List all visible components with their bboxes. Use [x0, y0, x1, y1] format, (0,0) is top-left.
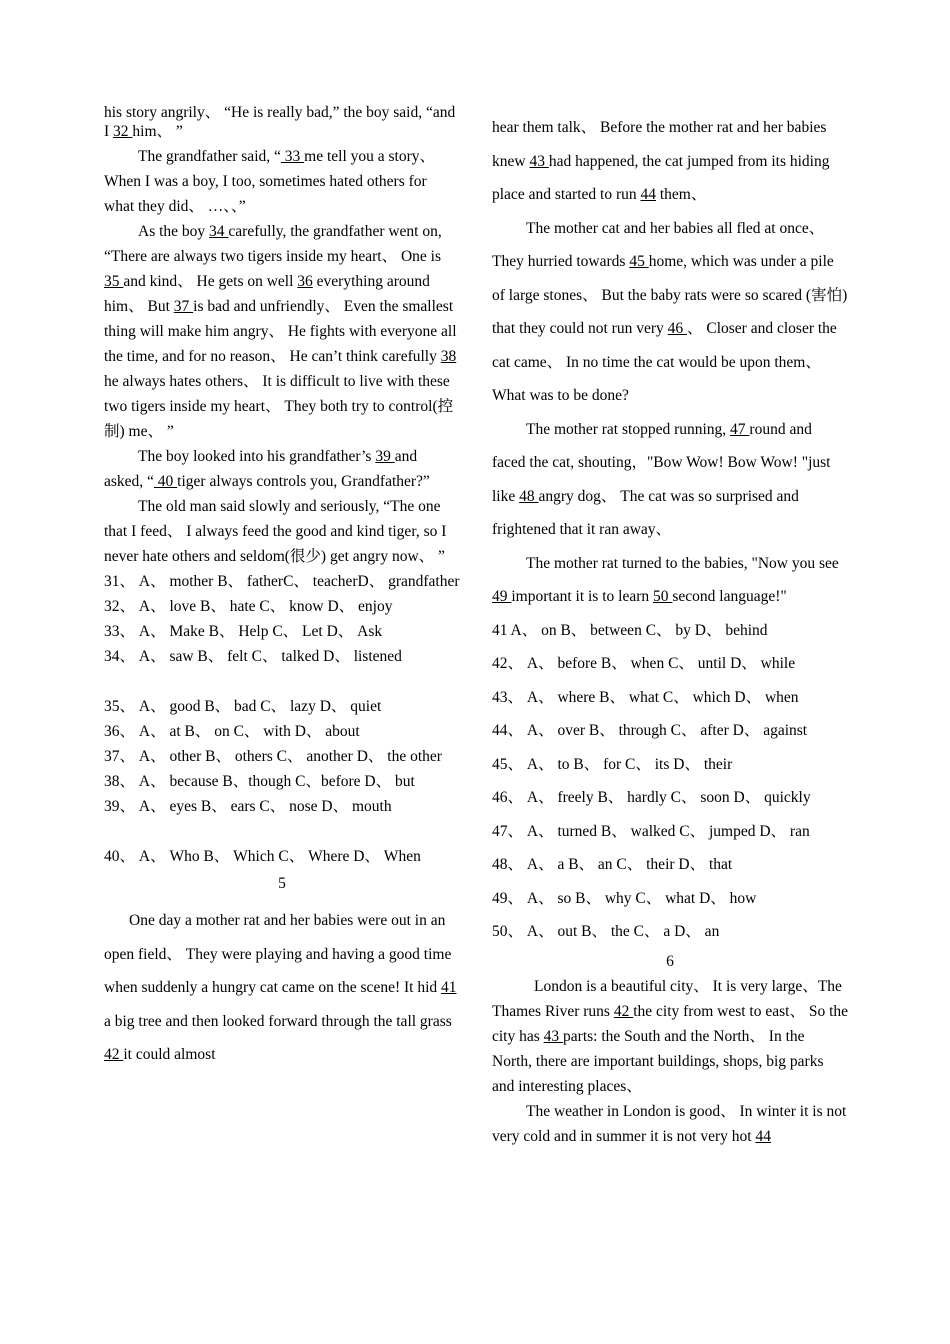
blank-44: 44 — [640, 186, 656, 203]
option-row: 42、 A、 before B、 when C、 until D、 while — [492, 655, 796, 672]
story-text: The grandfather said, “ — [138, 148, 281, 165]
story-text: the city from west to east、 So the city has — [492, 1002, 849, 1045]
blank-41: 41 — [441, 979, 457, 996]
option-row: 31、 A、 mother B、 fatherC、 teacherD、 grandfather — [104, 573, 460, 590]
options-list-41-50 — [492, 614, 848, 949]
story-text: had happened, the cat jumped from its hiding place and started to run — [492, 152, 830, 203]
section-number-5: 5 — [278, 875, 286, 892]
story-text: him、 ” — [132, 123, 183, 140]
blank-39: 39 — [375, 448, 395, 465]
story-text: angry dog、 The cat was so surprised and frightened that it ran away、 — [492, 487, 799, 538]
story-paragraph — [492, 1099, 848, 1149]
story-text: One day a mother rat and her babies were out in an open field、 They were playing and having a good time when suddenly a hungry cat came on the scene! It hid — [104, 912, 452, 996]
option-row: 45、 A、 to B、 for C、 its D、 their — [492, 755, 733, 773]
blank-34: 34 — [209, 223, 229, 240]
story-paragraph: The old man said slowly and seriously, “The one that I feed、 I always feed the good and kind tiger, so I never hate others and seldom(很少) get angry now、 ” — [104, 498, 447, 565]
option-row: 36、 A、 at B、 on C、 with D、 about — [104, 723, 360, 740]
story-text: is bad and unfriendly、 Even the smallest thing will make him angry、 He fights with everyone all the time, and for no reason、 He can’t think carefully — [104, 298, 457, 365]
option-row: 33、 A、 Make B、 Help C、 Let D、 Ask — [104, 623, 383, 640]
story-text: me tell you a story、 When I was a boy, I too, sometimes hated others for what they did、 …、、” — [104, 148, 436, 215]
blank-44: 44 — [755, 1127, 771, 1145]
blank-38: 38 — [440, 348, 457, 365]
story-text: them、 — [655, 186, 707, 203]
story-text: 、 Closer and closer the cat came、 In no time the cat would be upon them、 What was to be done? — [492, 320, 837, 404]
options-list-31-40 — [104, 569, 460, 869]
story-text: The mother cat and her babies all fled at once、 They hurried towards — [492, 219, 825, 270]
story-text: parts: the South and the North、 In the North, there are important buildings, shops, big parks and interesting places、 — [492, 1027, 824, 1095]
option-row: 50、 A、 out B、 the C、 a D、 an — [492, 923, 720, 940]
option-row: 40、 A、 Who B、 Which C、 Where D、 When — [104, 848, 421, 865]
story-paragraph — [492, 547, 848, 614]
blank-50: 50 — [653, 588, 673, 605]
blank-49: 49 — [492, 588, 512, 605]
story-paragraph — [104, 103, 460, 141]
story-text: everything around him、 But — [104, 273, 430, 315]
blank-43: 43 — [543, 1027, 564, 1045]
story-text: home, which was under a pile of large stones、 But the baby rats were so scared (害怕) that they could not run very — [492, 253, 848, 337]
blank-36: 36 — [297, 273, 313, 290]
story-paragraph — [104, 144, 460, 219]
section-number-6: 6 — [666, 952, 674, 970]
story-text: important it is to learn — [511, 588, 654, 605]
blank-47: 47 — [730, 420, 750, 438]
story-text: The boy looked into his grandfather’s — [138, 448, 376, 465]
story-text: The mother rat stopped running, — [526, 420, 731, 438]
option-row: 39、 A、 eyes B、 ears C、 nose D、 mouth — [104, 798, 392, 815]
blank-40: 40 — [153, 473, 178, 490]
option-row: 49、 A、 so B、 why C、 what D、 how — [492, 889, 757, 907]
blank-37: 37 — [173, 298, 194, 315]
story-paragraph — [492, 212, 848, 413]
story-text: and kind、 He gets on well — [123, 273, 298, 290]
story-text: his story angrily、 “He is really bad,” the boy said, “and I — [104, 104, 456, 140]
option-row: 41 A、 on B、 between C、 by D、 behind — [492, 621, 768, 639]
blank-43: 43 — [529, 152, 549, 170]
story-text: and asked, “ — [104, 448, 418, 490]
blank-33: 33 — [280, 148, 305, 165]
story-text: The weather in London is good、 In winter it is not very cold and in summer it is not very hot — [492, 1102, 847, 1145]
story-text: The mother rat turned to the babies, "Now you see — [526, 554, 839, 572]
story-text: second language!" — [672, 588, 787, 605]
story-paragraph — [104, 219, 460, 444]
option-row: 34、 A、 saw B、 felt C、 talked D、 listened — [104, 648, 402, 665]
story-text: it could almost — [123, 1046, 216, 1063]
option-row: 43、 A、 where B、 what C、 which D、 when — [492, 688, 799, 706]
option-row: 47、 A、 turned B、 walked C、 jumped D、 ran — [492, 822, 810, 840]
story-paragraph — [492, 111, 848, 212]
option-row: 32、 A、 love B、 hate C、 know D、 enjoy — [104, 598, 393, 615]
story-text: As the boy — [138, 223, 210, 240]
story-text: carefully, the grandfather went on, “There are always two tigers inside my heart、 One is — [104, 223, 442, 265]
option-row: 46、 A、 freely B、 hardly C、 soon D、 quickly — [492, 789, 811, 806]
story-text: tiger always controls you, Grandfather?” — [177, 473, 430, 490]
story-text: hear them talk、 Before the mother rat and her babies knew — [492, 119, 827, 170]
blank-32: 32 — [113, 123, 133, 140]
option-spacer — [104, 669, 460, 694]
blank-48: 48 — [519, 487, 539, 505]
story-text: London is a beautiful city、 It is very large、The Thames River runs — [492, 977, 842, 1020]
story-paragraph — [104, 444, 460, 494]
blank-46: 46 — [667, 320, 687, 337]
story-paragraph — [492, 974, 848, 1099]
story-text: round and faced the cat, shouting，"Bow Wow! Bow Wow! "just like — [492, 420, 831, 505]
story-text: a big tree and then looked forward through the tall grass — [104, 1012, 452, 1030]
option-row: 37、 A、 other B、 others C、 another D、 the other 38、 A、 because B、though C、before D、 but — [104, 748, 442, 790]
option-row: 44、 A、 over B、 through C、 after D、 against — [492, 722, 808, 739]
left-column — [104, 103, 460, 1072]
blank-42: 42 — [613, 1002, 634, 1020]
blank-35: 35 — [104, 273, 124, 290]
story-text: he always hates others、 It is difficult to live with these two tigers inside my heart、 They both try to control(控制) me、 ” — [104, 373, 454, 440]
blank-45: 45 — [629, 253, 649, 270]
blank-42: 42 — [104, 1046, 124, 1063]
right-column — [492, 111, 848, 1149]
story-paragraph — [492, 413, 848, 547]
option-row: 35、 A、 good B、 bad C、 lazy D、 quiet — [104, 698, 382, 715]
story-paragraph — [104, 904, 460, 1072]
option-row: 48、 A、 a B、 an C、 their D、 that — [492, 856, 733, 873]
option-spacer — [104, 819, 460, 844]
